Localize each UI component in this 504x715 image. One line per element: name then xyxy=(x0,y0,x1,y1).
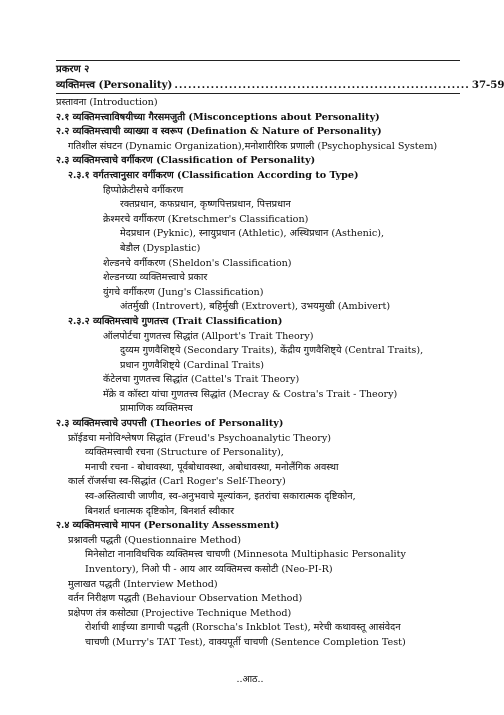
toc-entry: २.३ व्यक्तिमत्त्वाचे वर्गीकरण (Classification of Personality) xyxy=(56,155,316,167)
toc-entries xyxy=(56,96,460,651)
toc-entry: २.२ व्यक्तिमत्त्वाची व्याख्या व स्वरूप (Defination & Nature of Personality) xyxy=(56,126,382,138)
toc-entry: मॅक्रे व कॉस्टा यांचा गुणतत्त्व सिद्धांत (Mecray & Costra's Trait - Theory) xyxy=(103,388,398,400)
toc-entry: मनाची रचना - बोधावस्था, पूर्वबोधावस्था, अबोधावस्था, मनोलैंगिक अवस्था xyxy=(85,461,339,473)
toc-entry: स्व-अस्तित्वाची जाणीव, स्व-अनुभवाचे मूल्यांकन, इतरांचा सकारात्मक दृष्टिकोन, xyxy=(85,491,356,503)
toc-entry: बिनशर्त धनात्मक दृष्टिकोन, बिनशर्त स्वीकार xyxy=(85,505,235,517)
toc-entry: मेदप्रधान (Pyknic), स्नायुप्रधान (Athletic), अस्थिप्रधान (Asthenic), xyxy=(120,228,385,240)
toc-entry: २.३.१ वर्गतत्त्वानुसार वर्गीकरण (Classification According to Type) xyxy=(68,169,359,181)
toc-entry: २.१ व्यक्तिमत्त्वाविषयीच्या गैरसमजुती (Misconceptions about Personality) xyxy=(56,111,380,123)
toc-entry: वर्तन निरीक्षण पद्धती (Behaviour Observation Method) xyxy=(68,593,303,605)
toc-entry: फ्रॉईडचा मनोविश्लेषण सिद्धांत (Freud's Psychoanalytic Theory) xyxy=(68,432,332,444)
toc-entry: २.३ व्यक्तिमत्त्वाचे उपपत्ती (Theories of Personality) xyxy=(56,418,284,430)
toc-entry: शेल्डनचे वर्गीकरण (Sheldon's Classification) xyxy=(103,257,292,269)
toc-entry: प्रश्नावली पद्धती (Questionnaire Method) xyxy=(68,534,241,546)
toc-entry: दुय्यम गुणवैशिष्ट्ये (Secondary Traits), केंद्रीय गुणवैशिष्ट्ये (Central Traits), xyxy=(120,345,424,357)
page-number: ..आठ.. xyxy=(236,674,264,685)
chapter-leader-dots: ................................................................. xyxy=(174,79,470,91)
toc-entry: प्रधान गुणवैशिष्ट्ये (Cardinal Traits) xyxy=(120,359,265,371)
toc-entry: रक्तप्रधान, कफप्रधान, कृष्णपित्तप्रधान, पित्तप्रधान xyxy=(120,199,291,211)
toc-entry: व्यक्तिमत्त्वाची रचना (Structure of Personality), xyxy=(85,447,284,459)
chapter-rule xyxy=(56,93,460,94)
table-of-contents xyxy=(56,62,504,651)
chapter-page-range: 37-59 xyxy=(471,79,504,91)
toc-entry: मुलाखत पद्धती (Interview Method) xyxy=(68,578,218,590)
toc-entry: प्रक्षेपण तंत्र कसोट्या (Projective Technique Method) xyxy=(68,607,292,619)
toc-entry: हिप्पोक्रेटीसचे वर्गीकरण xyxy=(103,184,184,196)
top-rule xyxy=(56,60,460,61)
chapter-heading xyxy=(56,77,504,93)
toc-entry: शेल्डनच्या व्यक्तिमत्त्वाचे प्रकार xyxy=(103,272,208,284)
toc-entry: ऑलपोर्टचा गुणतत्त्व सिद्धांत (Allport's Trait Theory) xyxy=(103,330,314,342)
toc-entry: २.३.२ व्यक्तिमत्त्वाचे गुणतत्त्व (Trait Classification) xyxy=(68,315,283,327)
toc-entry: गतिशील संघटन (Dynamic Organization),मनोशारीरिक प्रणाली (Psychophysical System) xyxy=(68,140,438,152)
toc-entry: २.४ व्यक्तिमत्त्वाचे मापन (Personality Assessment) xyxy=(56,520,280,532)
toc-entry: प्रस्तावना (Introduction) xyxy=(56,97,158,108)
chapter-label: प्रकरण २ xyxy=(56,64,90,75)
toc-entry: मिनेसोटा नानाविधचिक व्यक्तिमत्त्व चाचणी (Minnesota Multiphasic Personality xyxy=(85,549,406,561)
toc-entry: बेडौल (Dysplastic) xyxy=(120,242,201,254)
toc-entry: Inventory), निओ पी - आय आर व्यक्तिमत्त्व कसोटी (Neo-PI-R) xyxy=(85,564,333,575)
chapter-title: व्यक्तिमत्त्व (Personality) xyxy=(56,79,173,91)
toc-entry: कॅटेलचा गुणतत्त्व सिद्धांत (Cattel's Trait Theory) xyxy=(103,374,300,386)
toc-entry: प्रामाणिक व्यक्तिमत्त्व xyxy=(120,403,193,415)
toc-entry: रोर्शाची शाईच्या डागाची पद्धती (Rorscha's Inkblot Test), मरेची कथावस्तू आसंवेदन xyxy=(85,622,401,634)
toc-entry: अंतर्मुखी (Introvert), बहिर्मुखी (Extrovert), उभयमुखी (Ambivert) xyxy=(120,301,391,313)
toc-entry: कार्ल रॉजर्सचा स्व-सिद्धांत (Carl Roger's Self-Theory) xyxy=(68,476,286,488)
toc-entry: चाचणी (Murry's TAT Test), वाक्यपूर्ती चाचणी (Sentence Completion Test) xyxy=(85,636,406,648)
toc-entry: युंगचे वर्गीकरण (Jung's Classification) xyxy=(103,286,264,298)
toc-entry: क्रेश्मरचे वर्गीकरण (Kretschmer's Classification) xyxy=(103,213,309,225)
